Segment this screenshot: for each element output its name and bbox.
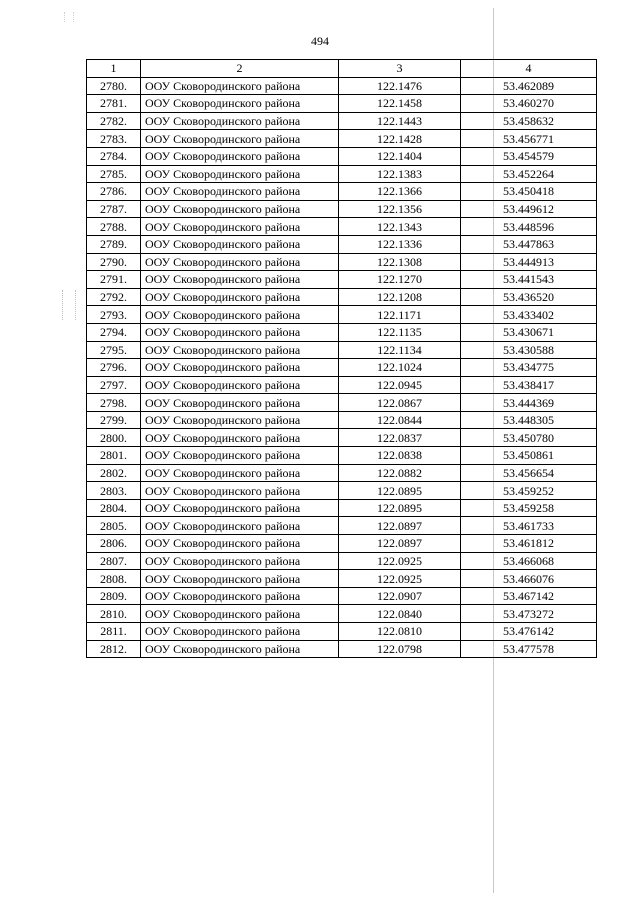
latitude-value: 53.454579: [461, 147, 597, 165]
table-row: [87, 271, 597, 289]
organization-name: ООУ Сковородинского района: [141, 271, 339, 289]
scan-artifact: [64, 12, 74, 22]
latitude-value: 53.461733: [461, 517, 597, 535]
table-header-row: [87, 60, 597, 78]
organization-name: ООУ Сковородинского района: [141, 288, 339, 306]
row-number: 2784.: [87, 147, 141, 165]
table-row: [87, 112, 597, 130]
organization-name: ООУ Сковородинского района: [141, 623, 339, 641]
row-number: 2797.: [87, 376, 141, 394]
row-number: 2799.: [87, 411, 141, 429]
latitude-value: 53.466076: [461, 570, 597, 588]
latitude-value: 53.476142: [461, 623, 597, 641]
latitude-value: 53.441543: [461, 271, 597, 289]
row-number: 2812.: [87, 640, 141, 658]
latitude-value: 53.459258: [461, 499, 597, 517]
row-number: 2810.: [87, 605, 141, 623]
latitude-value: 53.448305: [461, 411, 597, 429]
longitude-value: 122.1336: [339, 235, 461, 253]
organization-name: ООУ Сковородинского района: [141, 376, 339, 394]
latitude-value: 53.436520: [461, 288, 597, 306]
latitude-value: 53.447863: [461, 235, 597, 253]
longitude-value: 122.0844: [339, 411, 461, 429]
longitude-value: 122.0867: [339, 394, 461, 412]
organization-name: ООУ Сковородинского района: [141, 447, 339, 465]
organization-name: ООУ Сковородинского района: [141, 200, 339, 218]
longitude-value: 122.0907: [339, 587, 461, 605]
longitude-value: 122.0895: [339, 482, 461, 500]
table-row: [87, 464, 597, 482]
table-row: [87, 640, 597, 658]
latitude-value: 53.448596: [461, 218, 597, 236]
row-number: 2791.: [87, 271, 141, 289]
organization-name: ООУ Сковородинского района: [141, 341, 339, 359]
table-row: [87, 535, 597, 553]
table-row: [87, 482, 597, 500]
row-number: 2801.: [87, 447, 141, 465]
longitude-value: 122.1356: [339, 200, 461, 218]
latitude-value: 53.444369: [461, 394, 597, 412]
organization-name: ООУ Сковородинского района: [141, 605, 339, 623]
row-number: 2792.: [87, 288, 141, 306]
latitude-value: 53.462089: [461, 77, 597, 95]
organization-name: ООУ Сковородинского района: [141, 306, 339, 324]
longitude-value: 122.1134: [339, 341, 461, 359]
table-row: [87, 429, 597, 447]
longitude-value: 122.0838: [339, 447, 461, 465]
organization-name: ООУ Сковородинского района: [141, 183, 339, 201]
row-number: 2790.: [87, 253, 141, 271]
organization-name: ООУ Сковородинского района: [141, 517, 339, 535]
organization-name: ООУ Сковородинского района: [141, 77, 339, 95]
organization-name: ООУ Сковородинского района: [141, 464, 339, 482]
longitude-value: 122.1443: [339, 112, 461, 130]
table-row: [87, 323, 597, 341]
table-row: [87, 288, 597, 306]
latitude-value: 53.450861: [461, 447, 597, 465]
longitude-value: 122.1270: [339, 271, 461, 289]
longitude-value: 122.1428: [339, 130, 461, 148]
latitude-value: 53.444913: [461, 253, 597, 271]
table-row: [87, 394, 597, 412]
table-row: [87, 359, 597, 377]
row-number: 2805.: [87, 517, 141, 535]
table-row: [87, 499, 597, 517]
latitude-value: 53.456771: [461, 130, 597, 148]
table-row: [87, 376, 597, 394]
organization-name: ООУ Сковородинского района: [141, 253, 339, 271]
latitude-value: 53.467142: [461, 587, 597, 605]
column-header-4: 4: [461, 60, 597, 78]
row-number: 2803.: [87, 482, 141, 500]
longitude-value: 122.1171: [339, 306, 461, 324]
row-number: 2802.: [87, 464, 141, 482]
longitude-value: 122.1366: [339, 183, 461, 201]
row-number: 2786.: [87, 183, 141, 201]
column-header-1: 1: [87, 60, 141, 78]
row-number: 2783.: [87, 130, 141, 148]
table-row: [87, 218, 597, 236]
row-number: 2798.: [87, 394, 141, 412]
table-row: [87, 341, 597, 359]
table-row: [87, 411, 597, 429]
latitude-value: 53.459252: [461, 482, 597, 500]
table-row: [87, 517, 597, 535]
row-number: 2785.: [87, 165, 141, 183]
latitude-value: 53.449612: [461, 200, 597, 218]
row-number: 2782.: [87, 112, 141, 130]
longitude-value: 122.0895: [339, 499, 461, 517]
row-number: 2804.: [87, 499, 141, 517]
longitude-value: 122.1208: [339, 288, 461, 306]
row-number: 2811.: [87, 623, 141, 641]
table-row: [87, 447, 597, 465]
longitude-value: 122.1135: [339, 323, 461, 341]
longitude-value: 122.0810: [339, 623, 461, 641]
row-number: 2788.: [87, 218, 141, 236]
table-row: [87, 605, 597, 623]
row-number: 2806.: [87, 535, 141, 553]
longitude-value: 122.0945: [339, 376, 461, 394]
organization-name: ООУ Сковородинского района: [141, 570, 339, 588]
row-number: 2808.: [87, 570, 141, 588]
longitude-value: 122.1024: [339, 359, 461, 377]
latitude-value: 53.430588: [461, 341, 597, 359]
organization-name: ООУ Сковородинского района: [141, 218, 339, 236]
row-number: 2796.: [87, 359, 141, 377]
table-row: [87, 77, 597, 95]
row-number: 2807.: [87, 552, 141, 570]
longitude-value: 122.0798: [339, 640, 461, 658]
organization-name: ООУ Сковородинского района: [141, 235, 339, 253]
page-number: 494: [311, 34, 329, 48]
organization-name: ООУ Сковородинского района: [141, 587, 339, 605]
organization-name: ООУ Сковородинского района: [141, 535, 339, 553]
organization-name: ООУ Сковородинского района: [141, 482, 339, 500]
latitude-value: 53.477578: [461, 640, 597, 658]
latitude-value: 53.458632: [461, 112, 597, 130]
table-row: [87, 130, 597, 148]
organization-name: ООУ Сковородинского района: [141, 165, 339, 183]
organization-name: ООУ Сковородинского района: [141, 112, 339, 130]
organization-name: ООУ Сковородинского района: [141, 552, 339, 570]
latitude-value: 53.450780: [461, 429, 597, 447]
longitude-value: 122.1383: [339, 165, 461, 183]
row-number: 2795.: [87, 341, 141, 359]
longitude-value: 122.0897: [339, 535, 461, 553]
latitude-value: 53.466068: [461, 552, 597, 570]
longitude-value: 122.1308: [339, 253, 461, 271]
table-row: [87, 306, 597, 324]
latitude-value: 53.473272: [461, 605, 597, 623]
row-number: 2780.: [87, 77, 141, 95]
longitude-value: 122.1476: [339, 77, 461, 95]
organization-name: ООУ Сковородинского района: [141, 323, 339, 341]
longitude-value: 122.0882: [339, 464, 461, 482]
organization-name: ООУ Сковородинского района: [141, 640, 339, 658]
organization-name: ООУ Сковородинского района: [141, 394, 339, 412]
latitude-value: 53.460270: [461, 95, 597, 113]
organization-name: ООУ Сковородинского района: [141, 147, 339, 165]
longitude-value: 122.0925: [339, 570, 461, 588]
table-row: [87, 552, 597, 570]
table-row: [87, 235, 597, 253]
table-row: [87, 183, 597, 201]
organization-name: ООУ Сковородинского района: [141, 499, 339, 517]
latitude-value: 53.433402: [461, 306, 597, 324]
row-number: 2800.: [87, 429, 141, 447]
longitude-value: 122.0840: [339, 605, 461, 623]
organization-name: ООУ Сковородинского района: [141, 359, 339, 377]
row-number: 2809.: [87, 587, 141, 605]
table-row: [87, 165, 597, 183]
latitude-value: 53.452264: [461, 165, 597, 183]
coordinates-table: [86, 59, 597, 658]
latitude-value: 53.450418: [461, 183, 597, 201]
longitude-value: 122.0897: [339, 517, 461, 535]
scan-artifact: [62, 290, 76, 320]
row-number: 2781.: [87, 95, 141, 113]
longitude-value: 122.0925: [339, 552, 461, 570]
organization-name: ООУ Сковородинского района: [141, 411, 339, 429]
latitude-value: 53.430671: [461, 323, 597, 341]
table-row: [87, 95, 597, 113]
longitude-value: 122.1343: [339, 218, 461, 236]
organization-name: ООУ Сковородинского района: [141, 130, 339, 148]
latitude-value: 53.461812: [461, 535, 597, 553]
longitude-value: 122.1404: [339, 147, 461, 165]
row-number: 2794.: [87, 323, 141, 341]
organization-name: ООУ Сковородинского района: [141, 429, 339, 447]
organization-name: ООУ Сковородинского района: [141, 95, 339, 113]
table-row: [87, 200, 597, 218]
table-row: [87, 570, 597, 588]
table-row: [87, 587, 597, 605]
table-row: [87, 253, 597, 271]
column-header-2: 2: [141, 60, 339, 78]
row-number: 2789.: [87, 235, 141, 253]
latitude-value: 53.456654: [461, 464, 597, 482]
table-body: [87, 77, 597, 658]
longitude-value: 122.1458: [339, 95, 461, 113]
latitude-value: 53.438417: [461, 376, 597, 394]
column-header-3: 3: [339, 60, 461, 78]
latitude-value: 53.434775: [461, 359, 597, 377]
row-number: 2787.: [87, 200, 141, 218]
table-row: [87, 623, 597, 641]
longitude-value: 122.0837: [339, 429, 461, 447]
row-number: 2793.: [87, 306, 141, 324]
table-row: [87, 147, 597, 165]
